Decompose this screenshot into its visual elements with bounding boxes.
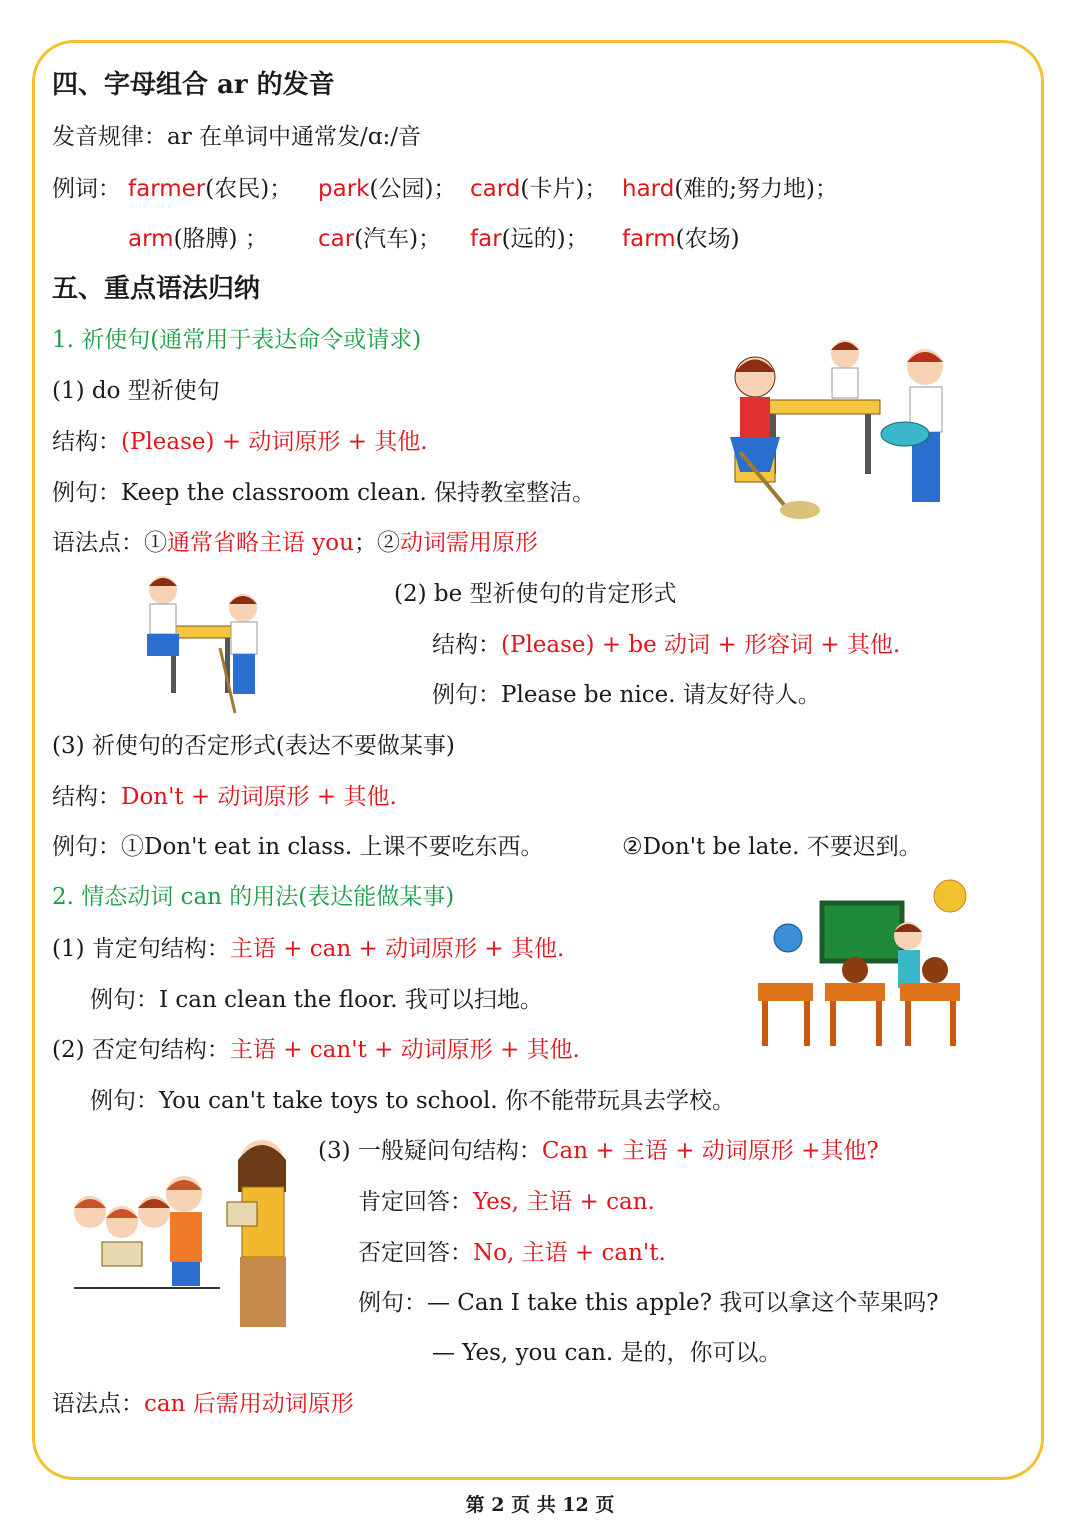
can-positive-example: 例句：I can clean the floor. 我可以扫地。 bbox=[90, 987, 543, 1013]
pronunciation-rule bbox=[52, 122, 421, 152]
do-imperative-title: (1) do 型祈使句 bbox=[52, 378, 220, 404]
positive-answer: 肯定回答：Yes, 主语 + can. bbox=[358, 1189, 655, 1215]
can-positive-structure: (1) 肯定句结构：主语 + can + 动词原形 + 其他. bbox=[52, 936, 565, 962]
word-car: car(汽车)； bbox=[318, 226, 442, 252]
word-farm: farm(农场) bbox=[622, 226, 740, 252]
can-negative-example: 例句：You can't take toys to school. 你不能带玩具去学校。 bbox=[90, 1088, 736, 1114]
question-example-1: 例句：— Can I take this apple? 我可以拿这个苹果吗? bbox=[358, 1290, 939, 1316]
rule-label: 发音规律： bbox=[52, 124, 167, 150]
examples-label: 例词： bbox=[52, 176, 121, 202]
be-structure: 结构：(Please) + be 动词 + 形容词 + 其他. bbox=[432, 632, 901, 658]
word-arm: arm(胳膊) ； bbox=[128, 226, 268, 252]
negative-example-2: ②Don't be late. 不要迟到。 bbox=[622, 834, 922, 860]
rule-text: ar 在单词中通常发/ɑ:/音 bbox=[167, 124, 421, 150]
negative-example-1: 例句：①Don't eat in class. 上课不要吃东西。 bbox=[52, 834, 544, 860]
question-example-2: — Yes, you can. 是的，你可以。 bbox=[432, 1340, 782, 1366]
negative-structure: 结构：Don't + 动词原形 + 其他. bbox=[52, 784, 397, 810]
negative-answer: 否定回答：No, 主语 + can't. bbox=[358, 1240, 666, 1266]
grammar-point-2: 语法点：can 后需用动词原形 bbox=[52, 1391, 354, 1417]
word-park: park(公园)； bbox=[318, 176, 457, 202]
imperative-heading: 1. 祈使句(通常用于表达命令或请求) bbox=[52, 327, 422, 353]
page-number-footer: 第 2 页 共 12 页 bbox=[465, 1494, 615, 1516]
do-structure: 结构：(Please) + 动词原形 + 其他. bbox=[52, 429, 428, 455]
can-question-structure: (3) 一般疑问句结构：Can + 主语 + 动词原形 +其他? bbox=[318, 1138, 879, 1164]
word-far: far(远的)； bbox=[470, 226, 589, 252]
do-example: 例句：Keep the classroom clean. 保持教室整洁。 bbox=[52, 480, 596, 506]
section-4-title: 四、字母组合 ar 的发音 bbox=[52, 70, 335, 100]
section-5-title: 五、重点语法归纳 bbox=[52, 274, 261, 304]
word-hard: hard(难的;努力地)； bbox=[622, 176, 839, 202]
be-example: 例句：Please be nice. 请友好待人。 bbox=[432, 682, 821, 708]
teacher-students-reading-illustration bbox=[62, 1132, 302, 1362]
be-imperative-title: (2) be 型祈使句的肯定形式 bbox=[394, 581, 677, 607]
modal-can-heading: 2. 情态动词 can 的用法(表达能做某事) bbox=[52, 884, 455, 910]
grammar-point-1: 语法点：①通常省略主语 you；②动词需用原形 bbox=[52, 530, 538, 556]
negative-imperative-title: (3) 祈使句的否定形式(表达不要做某事) bbox=[52, 733, 455, 759]
classroom-illustration bbox=[750, 878, 975, 1053]
word-farmer: farmer(农民)； bbox=[128, 176, 293, 202]
children-wiping-desk-illustration bbox=[125, 568, 275, 718]
word-card: card(卡片)； bbox=[470, 176, 608, 202]
children-cleaning-illustration bbox=[700, 332, 960, 522]
can-negative-structure: (2) 否定句结构：主语 + can't + 动词原形 + 其他. bbox=[52, 1037, 580, 1063]
